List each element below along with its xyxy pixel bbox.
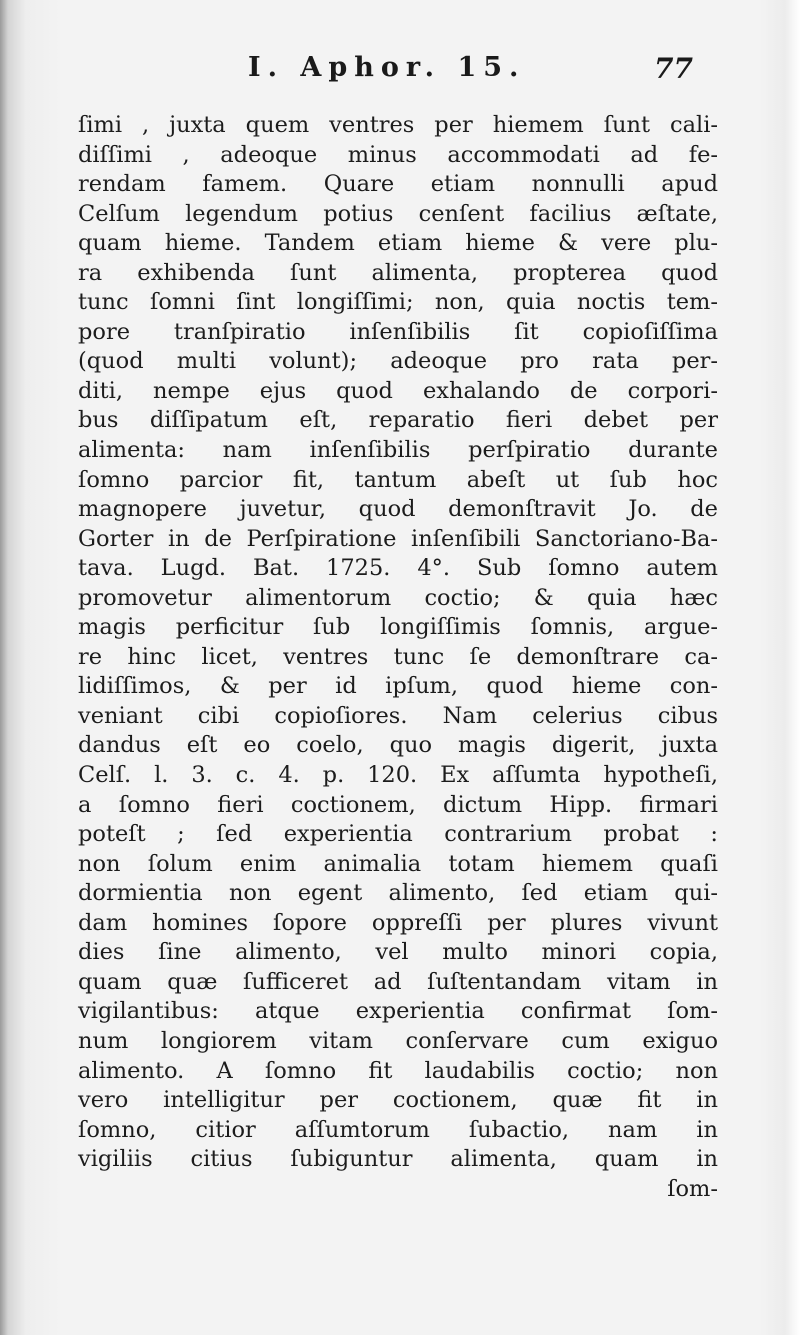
text-line: vero intelligitur per coctionem, quæ fit in [78, 1087, 718, 1114]
running-title: I. Aphor. 15. [248, 52, 526, 83]
text-line: num longiorem vitam conſervare cum exiguo [78, 1027, 718, 1054]
text-line: bus diſſipatum eſt, reparatio fieri debet per [78, 407, 718, 434]
text-line: pore tranſpiratio inſenſibilis ſit copioſiſſima [78, 318, 718, 345]
text-line: (quod multi volunt); adeoque pro rata per- [78, 348, 718, 375]
text-line: ſimi , juxta quem ventres per hiemem ſunt cali- [78, 112, 718, 138]
catchword: ſom- [667, 1175, 718, 1202]
text-line: lidiſſimos, & per id ipſum, quod hieme con- [78, 673, 718, 700]
text-line: veniant cibi copioſiores. Nam celerius cibus [78, 702, 718, 729]
text-line: Celſum legendum potius cenſent facilius æſtate, [78, 200, 718, 227]
text-line: alimenta: nam inſenſibilis perſpiratio durante [78, 437, 718, 464]
text-line: ſomno, citior aſſumtorum ſubactio, nam in [78, 1116, 718, 1143]
text-line: Gorter in de Perſpiratione inſenſibili Sanctoriano-Ba- [78, 525, 718, 552]
text-line: tunc ſomni ſint longiſſimi; non, quia noctis tem- [78, 289, 718, 316]
text-line: magis perficitur ſub longiſſimis ſomnis, argue- [78, 614, 718, 641]
text-line: alimento. A ſomno fit laudabilis coctio; non [78, 1057, 718, 1084]
text-line: poteſt ; ſed experientia contrarium probat : [78, 821, 718, 848]
text-line: vigilantibus: atque experientia confirmat ſom- [78, 998, 718, 1025]
text-line: non ſolum enim animalia totam hiemem quaſi [78, 850, 718, 877]
text-line: Celſ. l. 3. c. 4. p. 120. Ex aſſumta hypotheſi, [78, 762, 718, 789]
text-line: dormientia non egent alimento, ſed etiam qui- [78, 880, 718, 907]
text-line: diſſimi , adeoque minus accommodati ad fe- [78, 141, 718, 168]
text-line: magnopere juvetur, quod demonſtravit Jo. de [78, 496, 718, 523]
text-line: a ſomno fieri coctionem, dictum Hipp. firmari [78, 791, 718, 818]
text-line: promovetur alimentorum coctio; & quia hæc [78, 584, 718, 611]
page-number: 77 [654, 52, 693, 85]
text-line: diti, nempe ejus quod exhalando de corpori- [78, 377, 718, 404]
text-line: dies ſine alimento, vel multo minori copia, [78, 939, 718, 966]
text-line: dandus eſt eo coelo, quo magis digerit, juxta [78, 732, 718, 759]
text-line: re hinc licet, ventres tunc ſe demonſtrare ca- [78, 643, 718, 670]
body-text [78, 111, 718, 1204]
text-line: vigiliis citius ſubiguntur alimenta, quam in [78, 1146, 718, 1173]
text-line: dam homines ſopore oppreſſi per plures vivunt [78, 909, 718, 936]
text-line: rendam famem. Quare etiam nonnulli apud [78, 171, 718, 198]
text-line: quam hieme. Tandem etiam hieme & vere plu- [78, 230, 718, 257]
text-line: tava. Lugd. Bat. 1725. 4°. Sub ſomno autem [78, 555, 718, 582]
text-line: quam quæ ſufficeret ad ſuſtentandam vitam in [78, 968, 718, 995]
text-line: ra exhibenda ſunt alimenta, propterea quod [78, 259, 718, 286]
page-header [0, 52, 800, 96]
text-line: ſomno parcior fit, tantum abeſt ut ſub hoc [78, 466, 718, 493]
